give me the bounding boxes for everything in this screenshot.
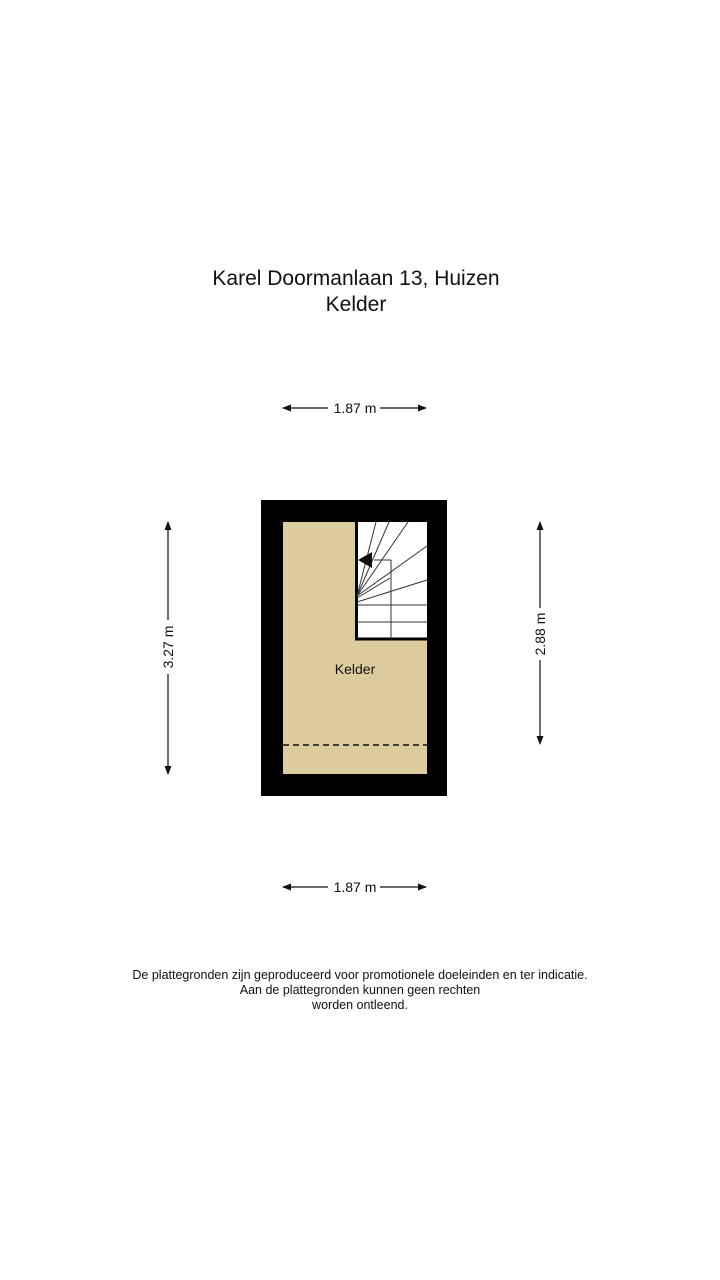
dimension-label: 1.87 m: [333, 879, 377, 895]
arrow-right-icon: [418, 405, 427, 412]
arrow-left-icon: [282, 405, 291, 412]
staircase: [355, 522, 427, 640]
dimension-label: 2.88 m: [532, 612, 548, 656]
disclaimer: [0, 968, 720, 1013]
floor-title: Kelder: [325, 293, 387, 316]
arrow-up-icon: [165, 521, 172, 530]
dimension-bottom-width: [282, 879, 427, 895]
address-title: Karel Doormanlaan 13, Huizen: [212, 267, 500, 290]
arrow-down-icon: [537, 736, 544, 745]
arrow-left-icon: [282, 884, 291, 891]
dimension-left-height: [160, 521, 176, 775]
dimension-label: 1.87 m: [333, 400, 377, 416]
disclaimer-line: Aan de plattegronden kunnen geen rechten: [239, 983, 481, 997]
disclaimer-line: worden ontleend.: [312, 998, 408, 1012]
arrow-down-icon: [165, 766, 172, 775]
arrow-right-icon: [418, 884, 427, 891]
disclaimer-line: De plattegronden zijn geproduceerd voor promotionele doeleinden en ter indicatie.: [132, 968, 588, 982]
arrow-up-icon: [537, 521, 544, 530]
dimension-label: 3.27 m: [160, 625, 176, 669]
dimension-top-width: [282, 400, 427, 416]
room-label: Kelder: [334, 661, 376, 677]
dimension-right-height: [532, 521, 548, 745]
